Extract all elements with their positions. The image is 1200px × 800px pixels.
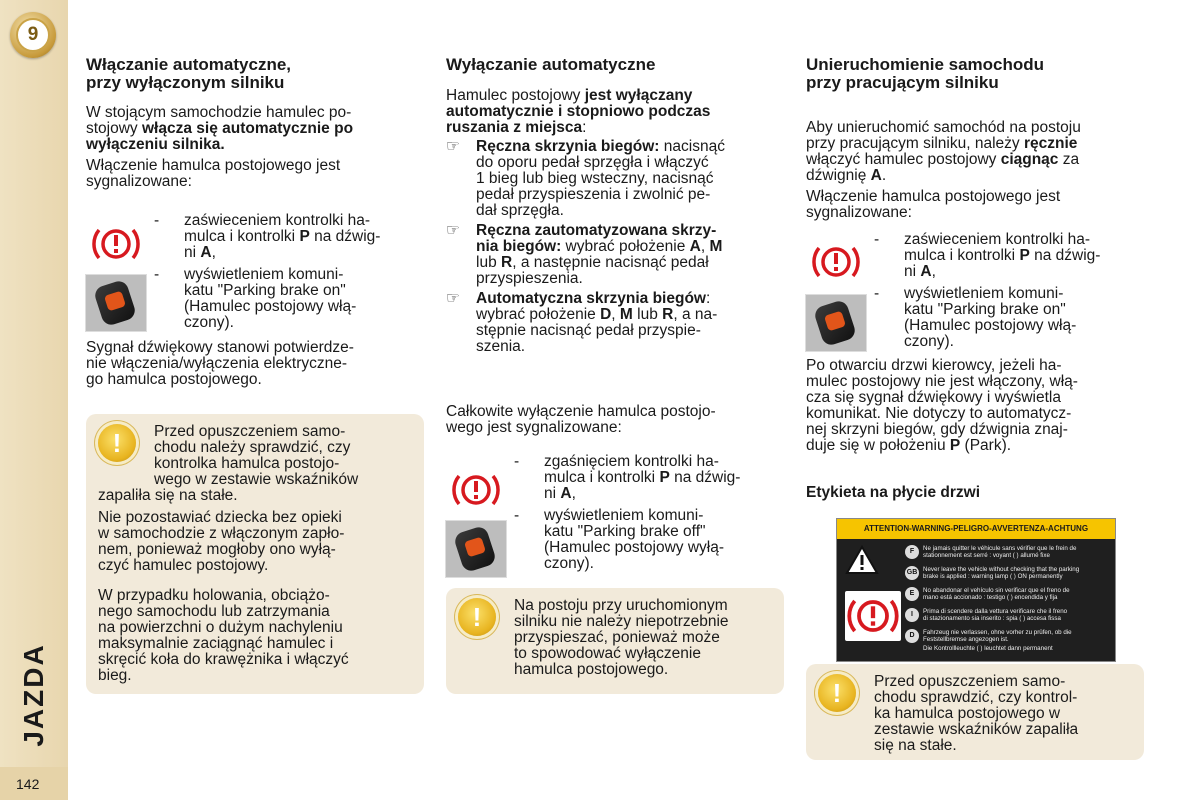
label-text-row: Ne jamais quitter le véhicule sans vérifier que le frein de stationnement est serré : voyant ( ) allumé fixe — [923, 545, 1077, 559]
list-item: - wyświetleniem komuni- katu "Parking brake off" (Hamulec postojowy wyłą- czony). — [514, 507, 725, 572]
warning-text: Przed opuszczeniem samo- chodu sprawdzić, czy kontrol- ka hamulca postojowego w zestawie wskaźników zapaliła się na stałe. — [874, 673, 1079, 754]
warning-icon: ! — [98, 424, 136, 462]
parking-brake-warning-icon — [845, 591, 901, 641]
list-item: - zgaśnięciem kontrolki ha- mulca i kontrolki P na dźwig- ni A, — [514, 453, 741, 502]
warning-triangle-icon — [845, 545, 879, 575]
language-flag: I — [905, 608, 919, 622]
label-header: ATTENTION-WARNING-PELIGRO-AVVERTENZA-ACHTUNG — [837, 519, 1115, 539]
parking-brake-warning-icon — [90, 222, 142, 266]
warning-text: Na postoju przy uruchomionym silniku nie należy niepotrzebnie przyspieszać, ponieważ może to spowodować wyłączenie hamulca postojowego. — [514, 597, 729, 678]
warning-text: Przed opuszczeniem samo- chodu należy sprawdzić, czy kontrolka hamulca postojo- wego w zestawie wskaźników — [154, 423, 359, 488]
label-brake-icon — [845, 591, 901, 641]
paragraph: Włączenie hamulca postojowego jest sygnalizowane: — [806, 188, 1061, 221]
paragraph: Aby unieruchomić samochód na postoju przy pracującym silniku, należy ręcznie włączyć hamulec postojowy ciągnąc za dźwignię A. — [806, 119, 1081, 184]
label-text-row: Never leave the vehicle without checking that the parking brake is applied : warning lamp ( ) ON permanently — [923, 566, 1080, 580]
label-text-row: Prima di scendere dalla vettura verificare che il freno di stazionamento sia inserito : spia ( ) accesa fissa — [923, 608, 1068, 622]
parking-brake-lever-icon — [445, 520, 507, 578]
paragraph: Sygnał dźwiękowy stanowi potwierdze- nie włączenia/wyłączenia elektryczne- go hamulca postojowego. — [86, 339, 354, 388]
signal-list — [514, 454, 784, 572]
warning-text: zapaliła się na stałe. — [98, 487, 238, 504]
list-item: - wyświetleniem komuni- katu "Parking brake on" (Hamulec postojowy włą- czony). — [154, 266, 357, 331]
language-flag: D — [905, 629, 919, 643]
section-heading-immobilise: Unieruchomienie samochodu przy pracującym silniku — [806, 55, 1045, 92]
page-number: 142 — [16, 776, 40, 792]
list-item: ☞ Automatyczna skrzynia biegów: wybrać położenie D, M lub R, a na- stępnie nacisnąć pedał przyspie- szenia. — [446, 290, 718, 355]
list-item: - wyświetleniem komuni- katu "Parking brake on" (Hamulec postojowy włą- czony). — [874, 285, 1077, 350]
parking-brake-lever-icon — [805, 294, 867, 352]
language-flag: E — [905, 587, 919, 601]
warning-icon: ! — [818, 674, 856, 712]
paragraph: Po otwarciu drzwi kierowcy, jeżeli ha- mulec postojowy nie jest włączony, włą- cza się sygnał dźwiękowy i wyświetla komunikat. Nie dotyczy to automatycz- nej skrzyni biegów, gdy dźwignia znaj- duje się w położeniu P (Park). — [806, 357, 1078, 454]
signal-list — [154, 213, 424, 331]
release-steps-list — [446, 139, 784, 355]
paragraph: Całkowite wyłączenie hamulca postojo- wego jest sygnalizowane: — [446, 403, 716, 436]
paragraph: W stojącym samochodzie hamulec po- stojowy włącza się automatycznie po wyłączeniu silnika. — [86, 104, 354, 153]
section-heading-auto-on: Włączanie automatyczne, przy wyłączonym silniku — [86, 55, 292, 92]
list-item: - zaświeceniem kontrolki ha- mulca i kontrolki P na dźwig- ni A, — [874, 231, 1101, 280]
parking-brake-warning-icon — [450, 468, 502, 512]
list-item: - zaświeceniem kontrolki ha- mulca i kontrolki P na dźwig- ni A, — [154, 212, 381, 261]
chapter-title: JAZDA — [18, 643, 49, 747]
chapter-badge — [10, 12, 56, 58]
door-label-heading: Etykieta na płycie drzwi — [806, 484, 981, 501]
paragraph: Hamulec postojowy jest wyłączany automatycznie i stopniowo podczas ruszania z miejsca: — [446, 87, 711, 136]
door-warning-label — [836, 518, 1116, 662]
label-text-row: Die Kontrollleuchte ( ) leuchtet dann permanent — [923, 645, 1053, 652]
label-text-row: Fahrzeug nie verlassen, ohne vorher zu prüfen, ob die Feststellbremse angezogen ist. — [923, 629, 1072, 643]
list-item: ☞ Ręczna skrzynia biegów: nacisnąć do oporu pedał sprzęgła i włączyć 1 bieg lub bieg wsteczny, nacisnąć pedał przyspieszenia i zwolnić pe- dał sprzęgła. — [446, 138, 725, 219]
chapter-number: 9 — [16, 18, 50, 52]
warning-text: Nie pozostawiać dziecka bez opieki w samochodzie z włączonym zapło- nem, ponieważ mogłoby ono wyłą- czyć hamulec postojowy. — [98, 509, 345, 574]
language-flag: GB — [905, 566, 919, 580]
signal-list — [874, 232, 1144, 350]
paragraph: Włączenie hamulca postojowego jest sygnalizowane: — [86, 157, 341, 190]
warning-text: W przypadku holowania, obciążo- nego samochodu lub zatrzymania na powierzchni o dużym nachyleniu maksymalnie zaciągnąć hamulec i skręcić koła do krawężnika i włączyć bieg. — [98, 587, 349, 684]
language-flag: F — [905, 545, 919, 559]
warning-icon: ! — [458, 598, 496, 636]
parking-brake-lever-icon — [85, 274, 147, 332]
section-heading-auto-off: Wyłączanie automatyczne — [446, 55, 656, 74]
list-item: ☞ Ręczna zautomatyzowana skrzy- nia biegów: wybrać położenie A, M lub R, a następnie nacisnąć pedał przyspieszenia. — [446, 222, 723, 287]
parking-brake-warning-icon — [810, 240, 862, 284]
label-text-row: No abandonar el vehículo sin verificar que el freno de mano está accionado : testigo ( ) encendida y fija — [923, 587, 1070, 601]
